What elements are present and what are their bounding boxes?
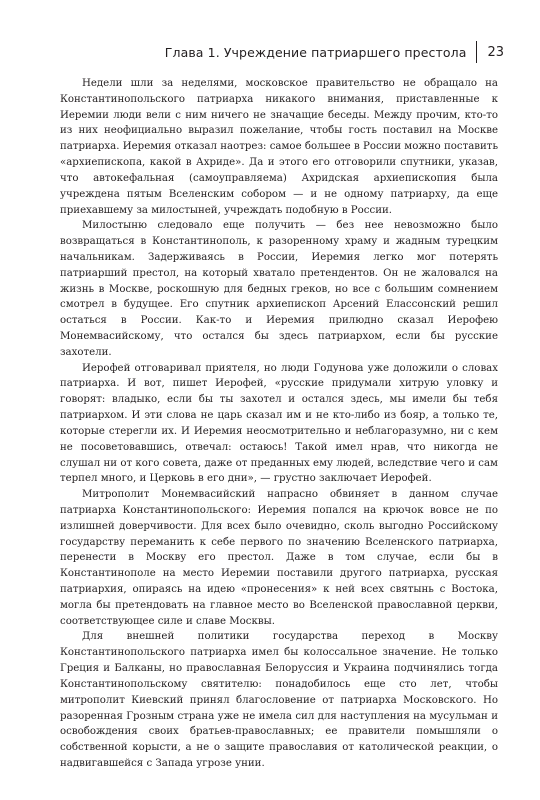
paragraph: Митрополит Монемвасийский напрасно обвиняет в данном случае патриарха Константинопольского: Иеремия попался на крючок вовсе не по излишней доверчивости. Для всех было очевидно, сколь выгодно Российскому государству переманить к себе первого по значению Вселенского патриарха, перенести в Москву его престол. Даже в том случае, если бы в Константинополе на место Иеремии поставили другого патриарха, русская патриархия, опираясь на идею «пронесения» к ней всех святынь с Востока, могла бы претендовать на главное место во Вселенской православной церкви, соответствующее силе и славе Москвы. (60, 489, 498, 627)
paragraph: Иерофей отговаривал приятеля, но люди Годунова уже доложили о словах патриарха. И вот, пишет Иерофей, «русские придумали хитрую уловку и говорят: владыко, если бы ты захотел и остался здесь, мы имели бы тебя патриархом. И эти слова не царь сказал им и не кто-либо из бояр, а только те, которые стерегли их. И Иеремия неосмотрительно и неблагоразумно, ни с кем не посоветовавшись, отвечал: остаюсь! Такой имел нрав, что никогда не слушал ни от кого совета, даже от преданных ему людей, вследствие чего и сам терпел много, и Церковь в его дни», — грустно заключает Иерофей. (60, 362, 498, 485)
paragraph: Для внешней политики государства переход в Москву Константинопольского патриарха имел бы колоссальное значение. Не только Греция и Балканы, но православная Белоруссия и Украина подчинялись тогда Константинопольскому святителю: понадобилось еще сто лет, чтобы митрополит Киевский принял благословение от патриарха Московского. Но разоренная Грозным страна уже не имела сил для наступления на мусульман и освобождения своих братьев-православных; ее правители помышляли о собственной корысти, а не о защите православия от католической реакции, о надвигавшейся с Запада угрозе унии. (60, 631, 498, 769)
page-number: 23 (487, 44, 504, 60)
body-text (60, 76, 498, 772)
chapter-title: Глава 1. Учреждение патриаршего престола (164, 44, 467, 60)
running-header (60, 38, 504, 66)
header-divider (476, 41, 477, 63)
paragraph: Недели шли за неделями, московское правительство не обращало на Константинопольского патриарха никакого внимания, приставленные к Иеремии люди вели с ним ничего не значащие беседы. Между прочим, кто-то из них неофициально выразил пожелание, чтобы гость поставил на Москве патриарха. Иеремия отказал наотрез: самое большее в России можно поставить «архиепископа, какой в Ахриде». Да и этого его отговорили спутники, указав, что автокефальная (самоуправляема) Ахридская архиепископия была учреждена пятым Вселенским собором — и не одному патриарху, да еще приехавшему за милостыней, учреждать подобную в России. (60, 78, 498, 216)
paragraph: Милостыню следовало еще получить — без нее невозможно было возвращаться в Константинополь, к разоренному храму и жадным турецким начальникам. Задерживаясь в России, Иеремия легко мог потерять патриарший престол, на который хватало претендентов. Он не жаловался на жизнь в Москве, роскошную для бедных греков, но все с большим сомнением смотрел в будущее. Его спутник архиепископ Арсений Елассонский решил остаться в России. Как-то и Иеремия прилюдно сказал Иерофею Монемвасийскому, что остался бы здесь патриархом, если бы русские захотели. (60, 220, 498, 358)
